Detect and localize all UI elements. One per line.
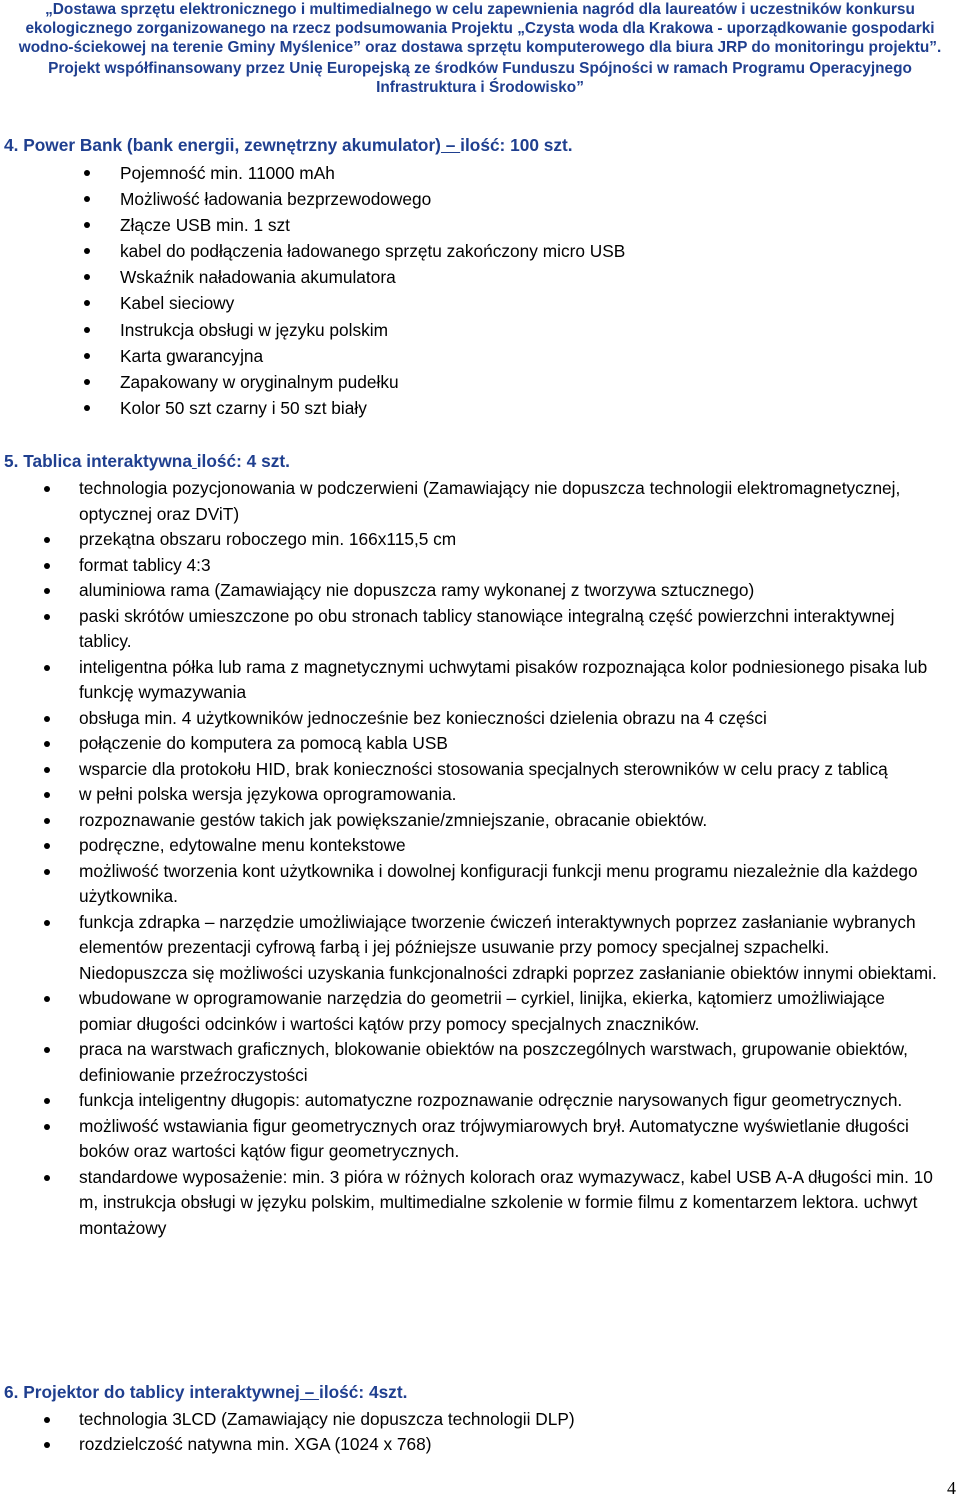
- bullet-icon: [44, 614, 50, 620]
- list-item: [0, 369, 625, 395]
- list-item-text: format tablicy 4:3: [79, 554, 211, 575]
- list-item-text: Zapakowany w oryginalnym pudełku: [120, 371, 399, 392]
- list-item: [0, 604, 960, 655]
- bullet-icon: [84, 300, 90, 306]
- list-item-text: Pojemność min. 11000 mAh: [120, 163, 335, 183]
- header-line-4: Projekt współfinansowany przez Unię Europejską ze środków Funduszu Spójności w ramach Programu Operacyjnego: [48, 59, 912, 77]
- bullet-icon: [44, 767, 50, 773]
- bullet-icon: [84, 405, 90, 411]
- list-item-text: Instrukcja obsługi w języku polskim: [120, 319, 388, 340]
- bullet-icon: [84, 222, 90, 228]
- list-item-text: obsługa min. 4 użytkowników jednocześnie bez konieczności dzielenia obrazu na 4 części: [79, 707, 767, 728]
- list-item: [0, 395, 625, 421]
- bullet-icon: [44, 818, 50, 824]
- list-item-text: rozdzielczość natywna min. XGA (1024 x 768): [79, 1434, 432, 1454]
- list-item: [0, 1088, 960, 1114]
- list-item-text: standardowe wyposażenie: min. 3 pióra w różnych kolorach oraz wymazywacz, kabel USB A-A długości min. 10 m, instrukcja obsługi w języku polskim, multimedialne szkolenie w formie filmu z komentarzem lektora. uchwyt montażowy: [79, 1166, 933, 1238]
- bullet-icon: [44, 588, 50, 594]
- list-item-text: inteligentna półka lub rama z magnetycznymi uchwytami pisaków rozpoznająca kolor podniesionego pisaka lub funkcję wymazywania: [79, 656, 928, 702]
- bullet-icon: [44, 1098, 50, 1104]
- bullet-icon: [44, 716, 50, 722]
- list-item-text: Kabel sieciowy: [120, 293, 235, 314]
- list-item: [0, 731, 960, 757]
- list-item-text: Kolor 50 szt czarny i 50 szt biały: [120, 397, 367, 418]
- list-item-text: rozpoznawanie gestów takich jak powiększanie/zmniejszanie, obracanie obiektów.: [79, 809, 708, 830]
- list-item: [0, 859, 960, 910]
- list-item: [0, 553, 960, 579]
- bullet-icon: [44, 486, 50, 492]
- list-item-text: wsparcie dla protokołu HID, brak konieczności stosowania specjalnych sterowników w celu pracy z tablicą: [79, 758, 888, 779]
- section-title-text: 6. Projektor do tablicy interaktywnej: [4, 1382, 300, 1402]
- bullet-icon: [44, 665, 50, 671]
- bullet-icon: [84, 274, 90, 280]
- header-line-5: Infrastruktura i Środowisko”: [376, 78, 584, 96]
- bullet-icon: [84, 196, 90, 202]
- list-item-text: podręczne, edytowalne menu kontekstowe: [79, 835, 406, 855]
- list-item-text: Możliwość ładowania bezprzewodowego: [120, 189, 432, 210]
- list-item-text: funkcja inteligentny długopis: automatyczne rozpoznawanie odręcznie narysowanych figur geometrycznych.: [79, 1090, 903, 1110]
- list-item-text: technologia pozycjonowania w podczerwieni (Zamawiający nie dopuszcza technologii elektromagnetycznej, optycznej oraz DViT): [79, 478, 901, 524]
- list-item: [0, 1165, 960, 1242]
- bullet-icon: [84, 327, 90, 333]
- list-item: [0, 782, 960, 808]
- list-item-text: Wskaźnik naładowania akumulatora: [120, 267, 396, 288]
- projector-spec-list: [0, 1407, 575, 1457]
- bullet-icon: [44, 1442, 50, 1448]
- section-title: [4, 135, 573, 155]
- bullet-icon: [44, 1175, 50, 1181]
- list-item: [0, 1432, 575, 1457]
- list-item-text: aluminiowa rama (Zamawiający nie dopuszcza ramy wykonanej z tworzywa sztucznego): [79, 580, 755, 600]
- list-item: [0, 160, 625, 186]
- bullet-icon: [44, 869, 50, 875]
- list-item: [0, 186, 625, 212]
- list-item: [0, 212, 625, 238]
- page-number: 4: [947, 1478, 956, 1498]
- list-item-text: praca na warstwach graficznych, blokowanie obiektów na poszczególnych warstwach, grupowanie obiektów, definiowanie przeźroczystości: [79, 1039, 908, 1085]
- header-line-1: „Dostawa sprzętu elektronicznego i multimedialnego w celu zapewnienia nagród dla laureatów i uczestników konkursu: [45, 1, 915, 18]
- list-item: [0, 238, 625, 264]
- list-item: [0, 706, 960, 732]
- list-item-text: możliwość tworzenia kont użytkownika i dowolnej konfiguracji funkcji menu programu niezależnie dla każdego użytkownika.: [79, 860, 918, 906]
- list-item: [0, 343, 625, 369]
- list-item: [0, 1037, 960, 1088]
- header-line-3: wodno-ściekowej na terenie Gminy Myślenice” oraz dostawa sprzętu komputerowego dla biura JRP do monitoringu projektu”.: [18, 39, 942, 57]
- section-title: [4, 1382, 407, 1402]
- list-item: [0, 910, 960, 987]
- bullet-icon: [84, 248, 90, 254]
- list-item: [0, 290, 625, 316]
- list-item: [0, 578, 960, 604]
- list-item: [0, 757, 960, 783]
- section-title: [4, 451, 290, 471]
- interactive-board-spec-list: [0, 476, 960, 1241]
- bullet-icon: [44, 792, 50, 798]
- list-item: [0, 317, 625, 343]
- list-item-text: technologia 3LCD (Zamawiający nie dopuszcza technologii DLP): [79, 1409, 575, 1429]
- document-header: [0, 0, 960, 97]
- section-quantity: ilość: 100 szt.: [460, 135, 573, 155]
- bullet-icon: [44, 537, 50, 543]
- bullet-icon: [84, 379, 90, 385]
- list-item-text: paski skrótów umieszczone po obu stronach tablicy stanowiące integralną część powierzchni interaktywnej tablicy.: [79, 605, 895, 651]
- list-item: [0, 476, 960, 527]
- list-item-text: Złącze USB min. 1 szt: [120, 215, 290, 236]
- list-item-text: wbudowane w oprogramowanie narzędzia do geometrii – cyrkiel, linijka, ekierka, kątomierz umożliwiające pomiar długości odcinków i wartości kątów przy pomocy specjalnych znaczników.: [79, 988, 885, 1034]
- section-quantity: ilość: 4 szt.: [196, 451, 290, 471]
- list-item: [0, 1114, 960, 1165]
- list-item: [0, 264, 625, 290]
- bullet-icon: [44, 1124, 50, 1130]
- list-item: [0, 655, 960, 706]
- section-quantity: ilość: 4szt.: [319, 1382, 408, 1402]
- list-item-text: połączenie do komputera za pomocą kabla USB: [79, 733, 448, 753]
- list-item: [0, 986, 960, 1037]
- power-bank-spec-list: [0, 160, 625, 421]
- list-item-text: przekątna obszaru roboczego min. 166x115,5 cm: [79, 529, 457, 549]
- bullet-icon: [44, 741, 50, 747]
- list-item-text: Karta gwarancyjna: [120, 345, 264, 366]
- bullet-icon: [44, 563, 50, 569]
- list-item-text: kabel do podłączenia ładowanego sprzętu zakończony micro USB: [120, 241, 626, 262]
- bullet-icon: [44, 1417, 50, 1423]
- bullet-icon: [44, 1047, 50, 1053]
- section-title-text: 4. Power Bank (bank energii, zewnętrzny akumulator): [4, 135, 441, 155]
- title-dash: –: [440, 135, 461, 155]
- list-item: [0, 527, 960, 553]
- list-item-text: w pełni polska wersja językowa oprogramowania.: [79, 784, 457, 804]
- section-title-text: 5. Tablica interaktywna: [4, 451, 192, 471]
- title-dash: –: [299, 1382, 320, 1402]
- bullet-icon: [44, 996, 50, 1002]
- list-item-text: funkcja zdrapka – narzędzie umożliwiające tworzenie ćwiczeń interaktywnych poprzez zasłanianie wybranych elementów prezentacji cyfrową farbą i jej późniejsze usuwanie przy pomocy specjalnej szpachelki. Niedopuszcza się możliwości uzyskania funkcjonalności zdrapki poprzez zasłanianie obiektów innymi obiektami.: [79, 911, 937, 983]
- list-item-text: możliwość wstawiania figur geometrycznych oraz trójwymiarowych brył. Automatyczne wyświetlanie długości boków oraz wartości kątów figur geometrycznych.: [79, 1115, 909, 1161]
- list-item: [0, 833, 960, 859]
- list-item: [0, 1407, 575, 1432]
- header-line-2: ekologicznego zorganizowanego na rzecz podsumowania Projektu „Czysta woda dla Krakowa - uporządkowanie gospodarki: [25, 20, 935, 38]
- bullet-icon: [84, 353, 90, 359]
- bullet-icon: [44, 843, 50, 849]
- bullet-icon: [84, 170, 90, 176]
- list-item: [0, 808, 960, 834]
- bullet-icon: [44, 920, 50, 926]
